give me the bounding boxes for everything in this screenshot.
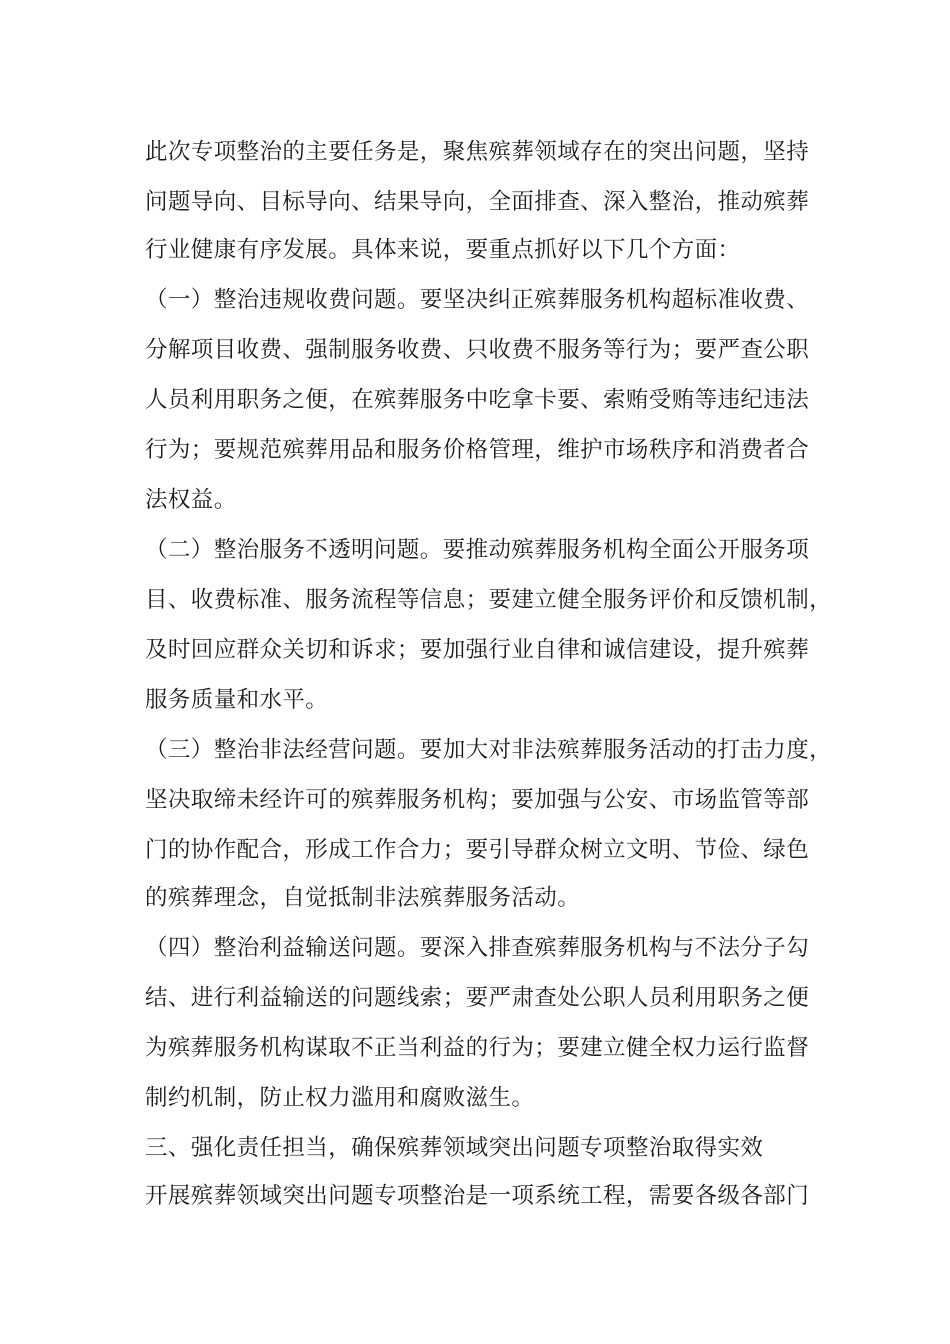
- text-line: 及时回应群众关切和诉求；要加强行业自律和诚信建设，提升殡葬: [145, 637, 810, 663]
- text-line: 的殡葬理念，自觉抵制非法殡葬服务活动。: [145, 885, 581, 911]
- text-line: 结、进行利益输送的问题线索；要严肃查处公职人员利用职务之便: [145, 985, 810, 1011]
- section-heading: 三、强化责任担当，确保殡葬领域突出问题专项整治取得实效: [145, 1135, 764, 1161]
- text-line: 服务质量和水平。: [145, 687, 329, 713]
- text-line: 目、收费标准、服务流程等信息；要建立健全服务评价和反馈机制，: [145, 587, 833, 613]
- text-line: 为殡葬服务机构谋取不正当利益的行为；要建立健全权力运行监督: [145, 1035, 810, 1061]
- text-line: （一）整治违规收费问题。要坚决纠正殡葬服务机构超标准收费、: [145, 287, 810, 313]
- text-line: （三）整治非法经营问题。要加大对非法殡葬服务活动的打击力度，: [145, 737, 833, 763]
- text-line: 坚决取缔未经许可的殡葬服务机构；要加强与公安、市场监管等部: [145, 787, 810, 813]
- text-line: 行业健康有序发展。具体来说，要重点抓好以下几个方面：: [145, 237, 741, 263]
- text-line: 此次专项整治的主要任务是，聚焦殡葬领域存在的突出问题，坚持: [145, 139, 810, 165]
- text-line: 问题导向、目标导向、结果导向，全面排查、深入整治，推动殡葬: [145, 189, 810, 215]
- text-line: 制约机制，防止权力滥用和腐败滋生。: [145, 1085, 535, 1111]
- text-line: 开展殡葬领域突出问题专项整治是一项系统工程，需要各级各部门: [145, 1183, 810, 1209]
- text-line: 法权益。: [145, 487, 237, 513]
- text-line: （二）整治服务不透明问题。要推动殡葬服务机构全面公开服务项: [145, 537, 810, 563]
- text-line: （四）整治利益输送问题。要深入排查殡葬服务机构与不法分子勾: [145, 935, 810, 961]
- text-line: 门的协作配合，形成工作合力；要引导群众树立文明、节俭、绿色: [145, 837, 810, 863]
- text-line: 人员利用职务之便，在殡葬服务中吃拿卡要、索贿受贿等违纪违法: [145, 387, 810, 413]
- text-line: 行为；要规范殡葬用品和服务价格管理，维护市场秩序和消费者合: [145, 437, 810, 463]
- text-line: 分解项目收费、强制服务收费、只收费不服务等行为；要严查公职: [145, 337, 810, 363]
